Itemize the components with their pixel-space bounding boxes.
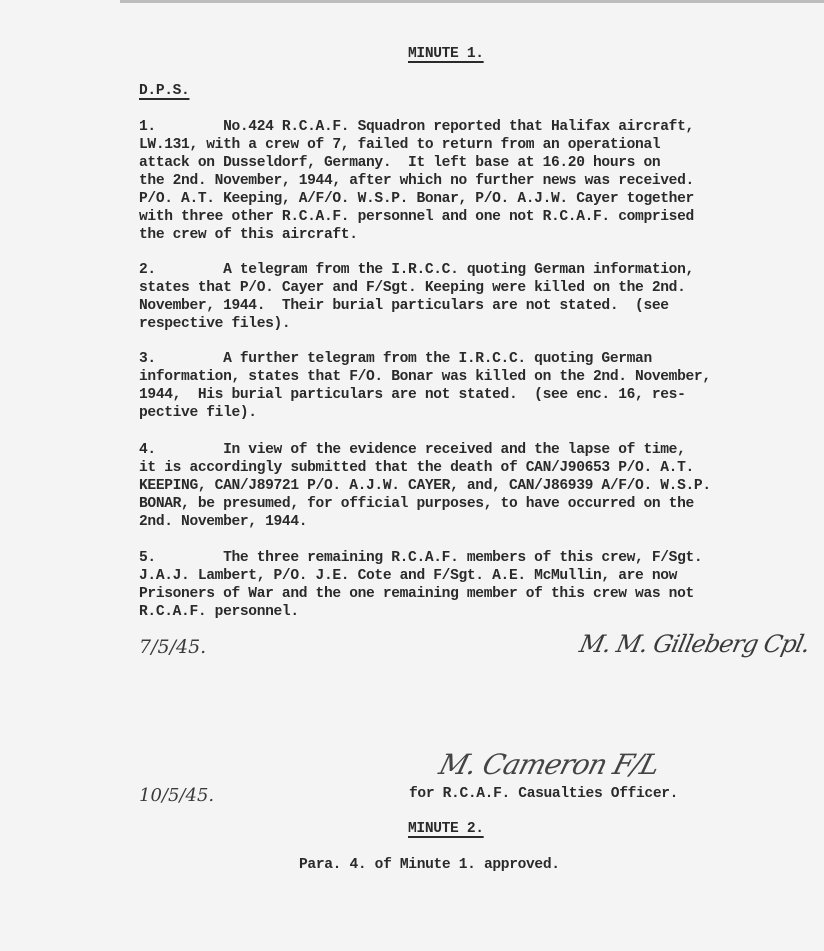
minute-2-body: Para. 4. of Minute 1. approved. <box>299 857 560 873</box>
paragraph-line: R.C.A.F. personnel. <box>139 604 299 620</box>
paragraph-line: states that P/O. Cayer and F/Sgt. Keeping were killed on the 2nd. <box>139 280 686 296</box>
paragraph-line: P/O. A.T. Keeping, A/F/O. W.S.P. Bonar, P/O. A.J.W. Cayer together <box>139 191 694 207</box>
paragraph-line: 1. No.424 R.C.A.F. Squadron reported that Halifax aircraft, <box>139 119 694 135</box>
paragraph-line: 1944, His burial particulars are not stated. (see enc. 16, res- <box>139 387 686 403</box>
page-top-edge <box>120 0 824 3</box>
paragraph-line: it is accordingly submitted that the death of CAN/J90653 P/O. A.T. <box>139 460 694 476</box>
signatory-line: for R.C.A.F. Casualties Officer. <box>409 786 679 802</box>
paragraph-line: 5. The three remaining R.C.A.F. members of this crew, F/Sgt. <box>139 550 703 566</box>
paragraph-line: J.A.J. Lambert, P/O. J.E. Cote and F/Sgt. A.E. McMullin, are now <box>139 568 678 584</box>
paragraph-line: 4. In view of the evidence received and the lapse of time, <box>139 442 686 458</box>
paragraph-line: 2nd. November, 1944. <box>139 514 308 530</box>
paragraph-line: information, states that F/O. Bonar was killed on the 2nd. November, <box>139 369 711 385</box>
signature-clerk: M. M. Gilleberg Cpl. <box>577 630 813 658</box>
paragraph-line: with three other R.C.A.F. personnel and one not R.C.A.F. comprised <box>139 209 694 225</box>
paragraph-line: attack on Dusseldorf, Germany. It left base at 16.20 hours on <box>139 155 661 171</box>
paragraph-line: November, 1944. Their burial particulars are not stated. (see <box>139 298 669 314</box>
addressee: D.P.S. <box>139 83 190 99</box>
paragraph-line: KEEPING, CAN/J89721 P/O. A.J.W. CAYER, and, CAN/J86939 A/F/O. W.S.P. <box>139 478 711 494</box>
paragraph-line: respective files). <box>139 316 291 332</box>
signature-officer: M. Cameron F/L <box>435 748 663 781</box>
paragraph-line: the crew of this aircraft. <box>139 227 358 243</box>
minute-2-heading: MINUTE 2. <box>408 821 484 837</box>
paragraph-line: 3. A further telegram from the I.R.C.C. quoting German <box>139 351 652 367</box>
minute-1-heading: MINUTE 1. <box>408 46 484 62</box>
handwritten-date-2: 10/5/45. <box>139 785 215 806</box>
paragraph-line: BONAR, be presumed, for official purposes, to have occurred on the <box>139 496 694 512</box>
handwritten-date-1: 7/5/45. <box>139 636 207 658</box>
paragraph-line: LW.131, with a crew of 7, failed to return from an operational <box>139 137 661 153</box>
paragraph-line: the 2nd. November, 1944, after which no further news was received. <box>139 173 694 189</box>
paragraph-line: 2. A telegram from the I.R.C.C. quoting German information, <box>139 262 694 278</box>
paragraph-line: pective file). <box>139 405 257 421</box>
paragraph-line: Prisoners of War and the one remaining member of this crew was not <box>139 586 694 602</box>
